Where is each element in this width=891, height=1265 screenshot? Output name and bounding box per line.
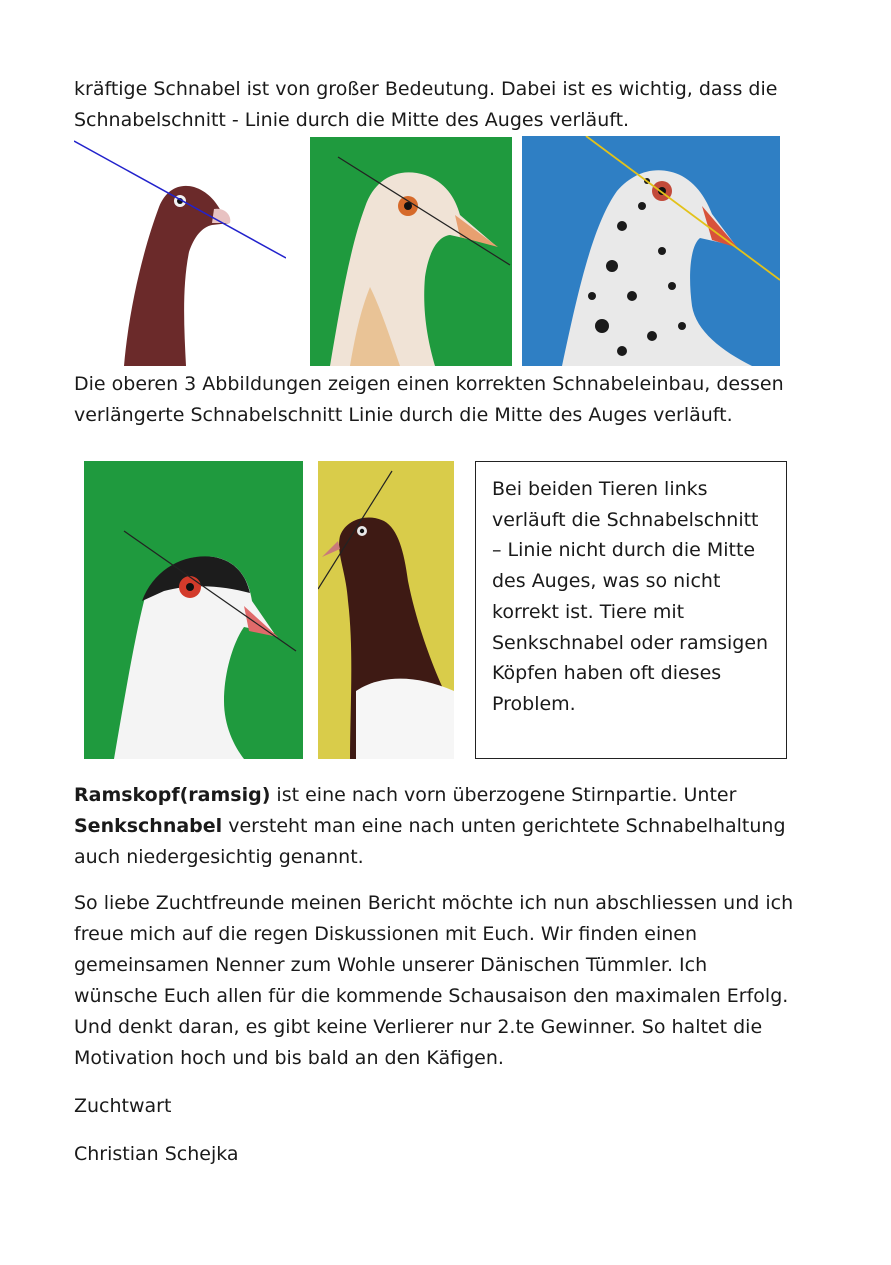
note-line-2: verläuft die Schnabelschnitt xyxy=(492,508,759,531)
figure-pigeon-dark-red xyxy=(74,137,286,366)
caption-line-1: Die oberen 3 Abbildungen zeigen einen korrekten Schnabeleinbau, dessen xyxy=(74,373,784,395)
note-line-5: korrekt ist. Tiere mit xyxy=(492,600,685,623)
definition-text-1: ist eine nach vorn überzogene Stirnpartie. Unter xyxy=(270,784,737,806)
signature-role xyxy=(74,1091,804,1122)
caption-line-2: verlängerte Schnabelschnitt Linie durch die Mitte des Auges verläuft. xyxy=(74,404,733,426)
closing-line-1: So liebe Zuchtfreunde meinen Bericht möchte ich nun abschliessen und ich xyxy=(74,892,794,914)
definition-text-2: versteht man eine nach unten gerichtete Schnabelhaltung xyxy=(222,815,786,837)
note-box xyxy=(475,461,787,759)
figure-pigeon-white-green xyxy=(310,137,512,366)
definition-paragraph xyxy=(74,780,804,873)
closing-paragraph xyxy=(74,888,804,1074)
term-ramskopf: Ramskopf(ramsig) xyxy=(74,784,271,806)
closing-line-3: gemeinsamen Nenner zum Wohle unserer Dänischen Tümmler. Ich xyxy=(74,954,708,976)
note-line-3: – Linie nicht durch die Mitte xyxy=(492,539,756,562)
closing-line-4: wünsche Euch allen für die kommende Schausaison den maximalen Erfolg. xyxy=(74,985,789,1007)
figure-pigeon-dark-yellow xyxy=(318,461,454,759)
note-line-8: Problem. xyxy=(492,692,576,715)
closing-line-5: Und denkt daran, es gibt keine Verlierer nur 2.te Gewinner. So haltet die xyxy=(74,1016,763,1038)
intro-line-2: Schnabelschnitt - Linie durch die Mitte des Auges verläuft. xyxy=(74,109,630,131)
top-figures-caption xyxy=(74,369,804,431)
signature-name xyxy=(74,1139,804,1170)
signature-name-text: Christian Schejka xyxy=(74,1143,239,1165)
note-line-7: Köpfen haben oft dieses xyxy=(492,662,722,685)
intro-paragraph xyxy=(74,74,804,136)
note-line-1: Bei beiden Tieren links xyxy=(492,478,708,500)
closing-line-2: freue mich auf die regen Diskussionen mit Euch. Wir finden einen xyxy=(74,923,698,945)
signature-role-text: Zuchtwart xyxy=(74,1095,172,1117)
term-senkschnabel: Senkschnabel xyxy=(74,815,223,837)
note-line-4: des Auges, was so nicht xyxy=(492,570,721,593)
note-line-6: Senkschnabel oder ramsigen xyxy=(492,631,769,654)
figure-pigeon-black-cap-green xyxy=(84,461,303,759)
intro-line-1: kräftige Schnabel ist von großer Bedeutung. Dabei ist es wichtig, dass die xyxy=(74,78,778,100)
closing-line-6: Motivation hoch und bis bald an den Käfigen. xyxy=(74,1047,504,1069)
figure-pigeon-mottled-blue xyxy=(522,136,780,366)
definition-line-3: auch niedergesichtig genannt. xyxy=(74,846,364,868)
